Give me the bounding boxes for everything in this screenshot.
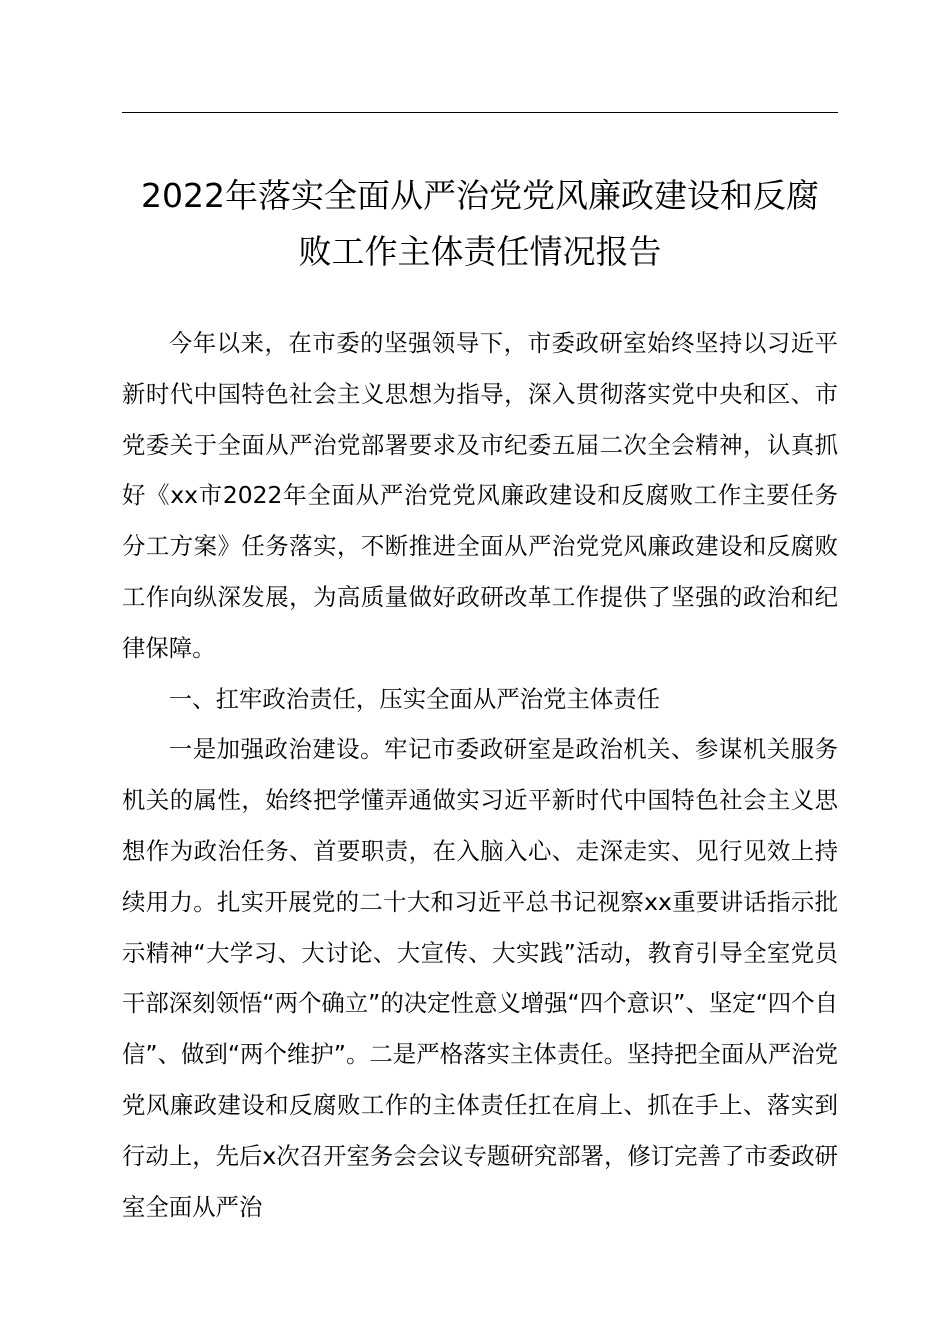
header-rule [122, 112, 838, 113]
title-line-1: 2022年落实全面从严治党党风廉政建设和反腐 [141, 176, 819, 215]
intro-paragraph: 今年以来，在市委的坚强领导下，市委政研室始终坚持以习近平新时代中国特色社会主义思想为指导，深入贯彻落实党中央和区、市党委关于全面从严治党部署要求及市纪委五届二次全会精神，认真抓好《xx市2022年全面从严治党党风廉政建设和反腐败工作主要任务分工方案》任务落实，不断推进全面从严治党党风廉政建设和反腐败工作向纵深发展，为高质量做好政研改革工作提供了坚强的政治和纪律保障。 [122, 329, 838, 662]
document-body [122, 318, 838, 1232]
title-line-2: 败工作主体责任情况报告 [298, 232, 662, 271]
section-heading-1: 一、扛牢政治责任，压实全面从严治党主体责任 [168, 684, 660, 713]
document-title [110, 168, 850, 280]
section-1-paragraph: 一是加强政治建设。牢记市委政研室是政治机关、参谋机关服务机关的属性，始终把学懂弄通做实习近平新时代中国特色社会主义思想作为政治任务、首要职责，在入脑入心、走深走实、见行见效上持续用力。扎实开展党的二十大和习近平总书记视察xx重要讲话指示批示精神“大学习、大讨论、大宣传、大实践”活动，教育引导全室党员干部深刻领悟“两个确立”的决定性意义增强“四个意识”、坚定“四个自信”、做到“两个维护”。二是严格落实主体责任。坚持把全面从严治党党风廉政建设和反腐败工作的主体责任扛在肩上、抓在手上、落实到行动上，先后x次召开室务会会议专题研究部署，修订完善了市委政研室全面从严治 [122, 735, 838, 1221]
